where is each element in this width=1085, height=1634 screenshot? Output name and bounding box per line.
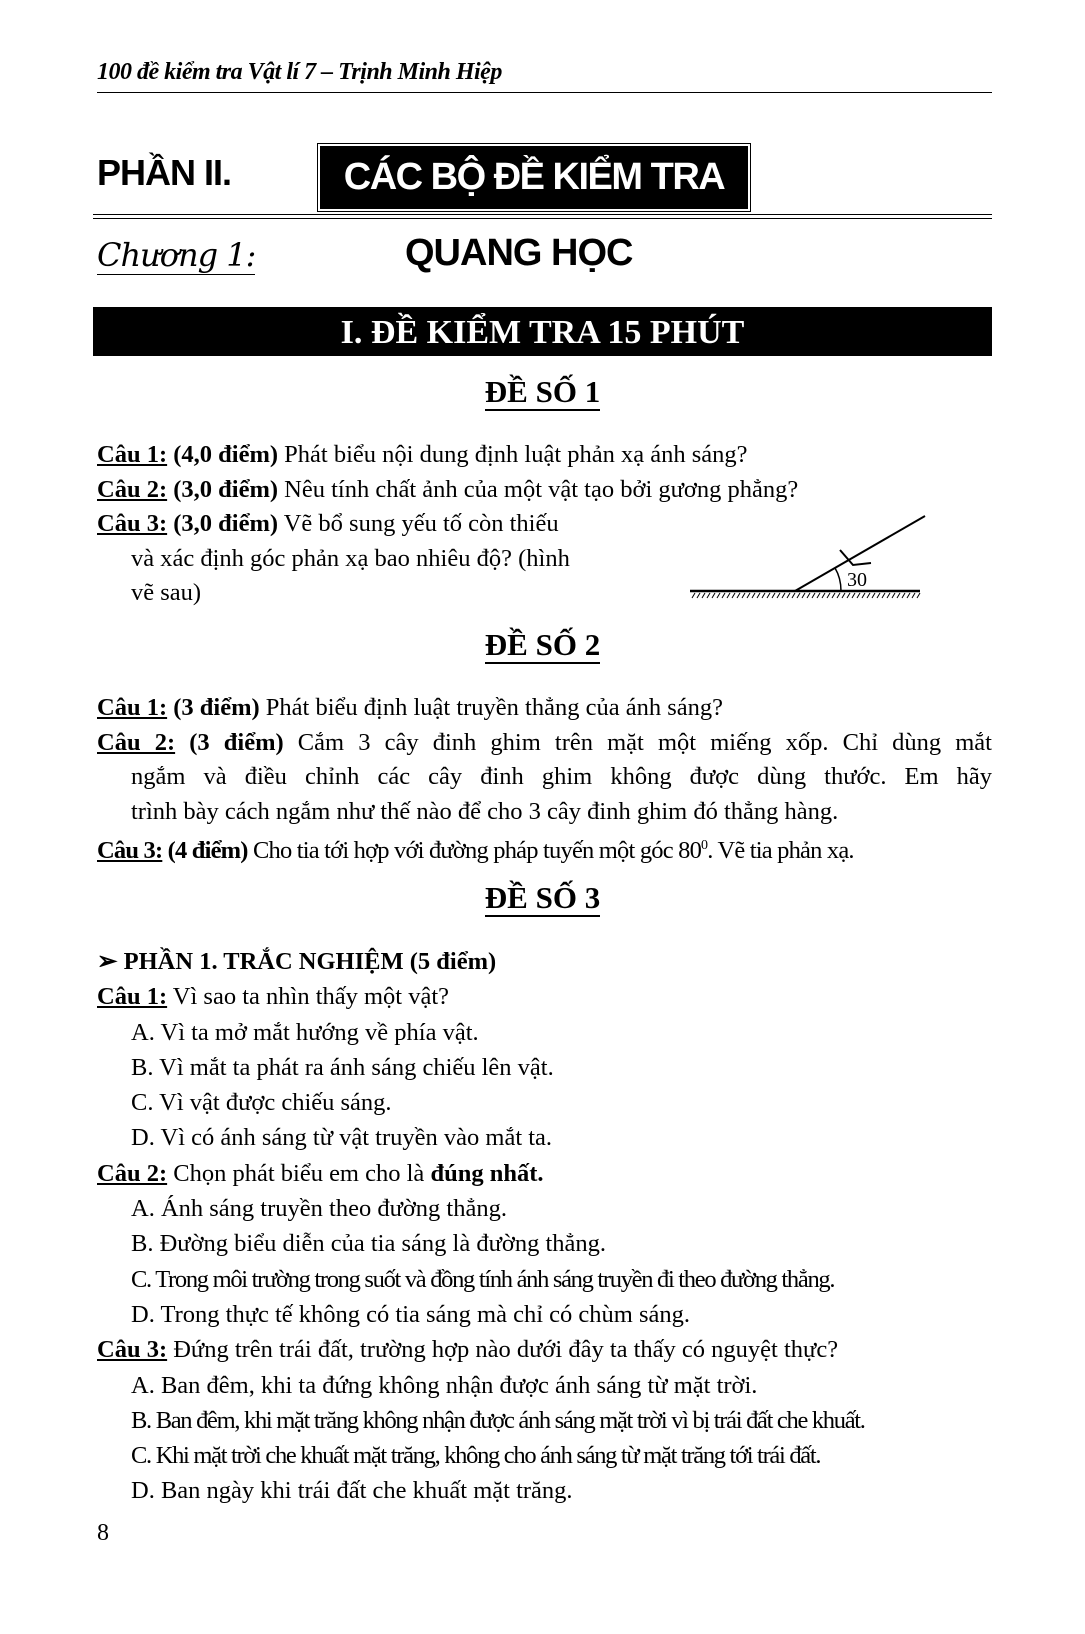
answer-option: B. Ban đêm, khi mặt trăng không nhận được ánh sáng mặt trời vì bị trái đất che khuất. <box>131 1406 865 1434</box>
chapter-label: Chương 1: <box>97 236 256 274</box>
hatch-mark <box>862 593 865 598</box>
hatch-mark <box>772 593 775 598</box>
answer-option: D. Vì có ánh sáng từ vật truyền vào mắt ta. <box>131 1124 553 1152</box>
part-heading: ➢ PHẦN 1. TRẮC NGHIỆM (5 điểm) <box>97 948 497 975</box>
hatch-mark <box>842 593 845 598</box>
hatch-mark <box>837 593 840 598</box>
hatch-mark <box>767 593 770 598</box>
hatch-mark <box>727 593 730 598</box>
hatch-mark <box>722 593 725 598</box>
page-number: 8 <box>97 1520 109 1546</box>
hatch-mark <box>712 593 715 598</box>
hatch-mark <box>867 593 870 598</box>
hatch-mark <box>852 593 855 598</box>
chapter-title: QUANG HỌC <box>405 232 633 274</box>
angle-arc <box>835 568 841 591</box>
hatch-mark <box>887 593 890 598</box>
question-3-line: vẽ sau) <box>131 579 202 606</box>
hatch-mark <box>807 593 810 598</box>
answer-option: A. Ánh sáng truyền theo đường thẳng. <box>131 1195 507 1223</box>
hatch-mark <box>827 593 830 598</box>
exam-2-title: ĐỀ SỐ 2 <box>484 627 601 662</box>
question-3: Câu 3: (4 điểm) Cho tia tới hợp với đường pháp tuyến một góc $80^0$. Vẽ tia phản xạ. <box>97 837 854 865</box>
answer-option: B. Vì mắt ta phát ra ánh sáng chiếu lên vật. <box>131 1053 554 1081</box>
hatch-mark <box>902 593 905 598</box>
hatch-mark <box>747 593 750 598</box>
hatch-mark <box>822 593 825 598</box>
hatch-mark <box>692 593 695 598</box>
exam-3-questions <box>97 944 992 1509</box>
hatch-mark <box>817 593 820 598</box>
question-2: Câu 2: Chọn phát biểu em cho là đúng nhất. <box>97 1159 544 1187</box>
hatch-mark <box>792 593 795 598</box>
hatch-mark <box>912 593 915 598</box>
answer-option: A. Ban đêm, khi ta đứng không nhận được ánh sáng từ mặt trời. <box>131 1371 758 1399</box>
hatch-mark <box>892 593 895 598</box>
hatch-mark <box>787 593 790 598</box>
hatch-mark <box>702 593 705 598</box>
section-title: I. ĐỀ KIỂM TRA 15 PHÚT <box>93 307 992 356</box>
hatch-mark <box>717 593 720 598</box>
hatch-mark <box>732 593 735 598</box>
hatch-mark <box>762 593 765 598</box>
exam-2-questions <box>97 691 992 869</box>
hatch-mark <box>697 593 700 598</box>
answer-option: C. Trong môi trường trong suốt và đồng tính ánh sáng truyền đi theo đường thẳng. <box>131 1265 835 1293</box>
answer-option: C. Khi mặt trời che khuất mặt trăng, không cho ánh sáng từ mặt trăng tới trái đất. <box>131 1442 821 1470</box>
running-header: 100 đề kiểm tra Vật lí 7 – Trịnh Minh Hiệp <box>97 56 992 93</box>
question-2-line: trình bày cách ngắm như thế nào để cho 3 cây đinh ghim đó thẳng hàng. <box>131 797 839 825</box>
hatch-mark <box>897 593 900 598</box>
question-3-line: và xác định góc phản xạ bao nhiêu độ? (hình <box>131 544 570 572</box>
hatch-mark <box>737 593 740 598</box>
hatch-mark <box>752 593 755 598</box>
answer-option: D. Ban ngày khi trái đất che khuất mặt trăng. <box>131 1477 573 1505</box>
hatch-mark <box>857 593 860 598</box>
hatch-mark <box>777 593 780 598</box>
hatch-mark <box>877 593 880 598</box>
question-2: Câu 2: (3 điểm) Cắm 3 cây đinh ghim trên mặt một miếng xốp. Chỉ dùng mắt <box>97 728 992 756</box>
part-label: PHẦN II. <box>97 152 232 193</box>
hatch-mark <box>797 593 800 598</box>
hatch-mark <box>882 593 885 598</box>
answer-option: C. Vì vật được chiếu sáng. <box>131 1089 392 1117</box>
double-divider <box>93 214 992 219</box>
part-title: CÁC BỘ ĐỀ KIỂM TRA <box>320 146 748 209</box>
hatch-mark <box>812 593 815 598</box>
question-2-line: ngắm và điều chỉnh các cây đinh ghim không được dùng thước. Em hãy <box>131 763 992 790</box>
question-1: Câu 1: Vì sao ta nhìn thấy một vật? <box>97 983 450 1011</box>
hatch-mark <box>832 593 835 598</box>
hatch-mark <box>757 593 760 598</box>
exam-3-title: ĐỀ SỐ 3 <box>484 880 601 915</box>
question-2: Câu 2: (3,0 điểm) Nêu tính chất ảnh của một vật tạo bởi gương phẳng? <box>97 475 799 503</box>
question-3: Câu 3: Đứng trên trái đất, trường hợp nào dưới đây ta thấy có nguyệt thực? <box>97 1336 839 1364</box>
exam-1-title: ĐỀ SỐ 1 <box>484 374 601 409</box>
answer-option: D. Trong thực tế không có tia sáng mà chỉ có chùm sáng. <box>131 1300 691 1328</box>
hatch-mark <box>847 593 850 598</box>
question-1: Câu 1: (3 điểm) Phát biểu định luật truyền thẳng của ánh sáng? <box>97 694 723 721</box>
angle-label: 30 <box>847 569 867 591</box>
hatch-mark <box>907 593 910 598</box>
question-3: Câu 3: (3,0 điểm) Vẽ bổ sung yếu tố còn thiếu <box>97 510 559 537</box>
hatch-mark <box>917 593 920 598</box>
arrow-bullet-icon: ➢ <box>97 948 124 975</box>
question-1: Câu 1: (4,0 điểm) Phát biểu nội dung định luật phản xạ ánh sáng? <box>97 441 748 468</box>
hatch-mark <box>802 593 805 598</box>
mirror-diagram <box>685 510 930 600</box>
answer-option: A. Vì ta mở mắt hướng về phía vật. <box>131 1018 479 1046</box>
hatch-mark <box>782 593 785 598</box>
hatch-mark <box>707 593 710 598</box>
answer-option: B. Đường biểu diễn của tia sáng là đường thẳng. <box>131 1230 606 1258</box>
hatch-mark <box>742 593 745 598</box>
hatch-mark <box>872 593 875 598</box>
mirror-hatching <box>692 593 920 598</box>
